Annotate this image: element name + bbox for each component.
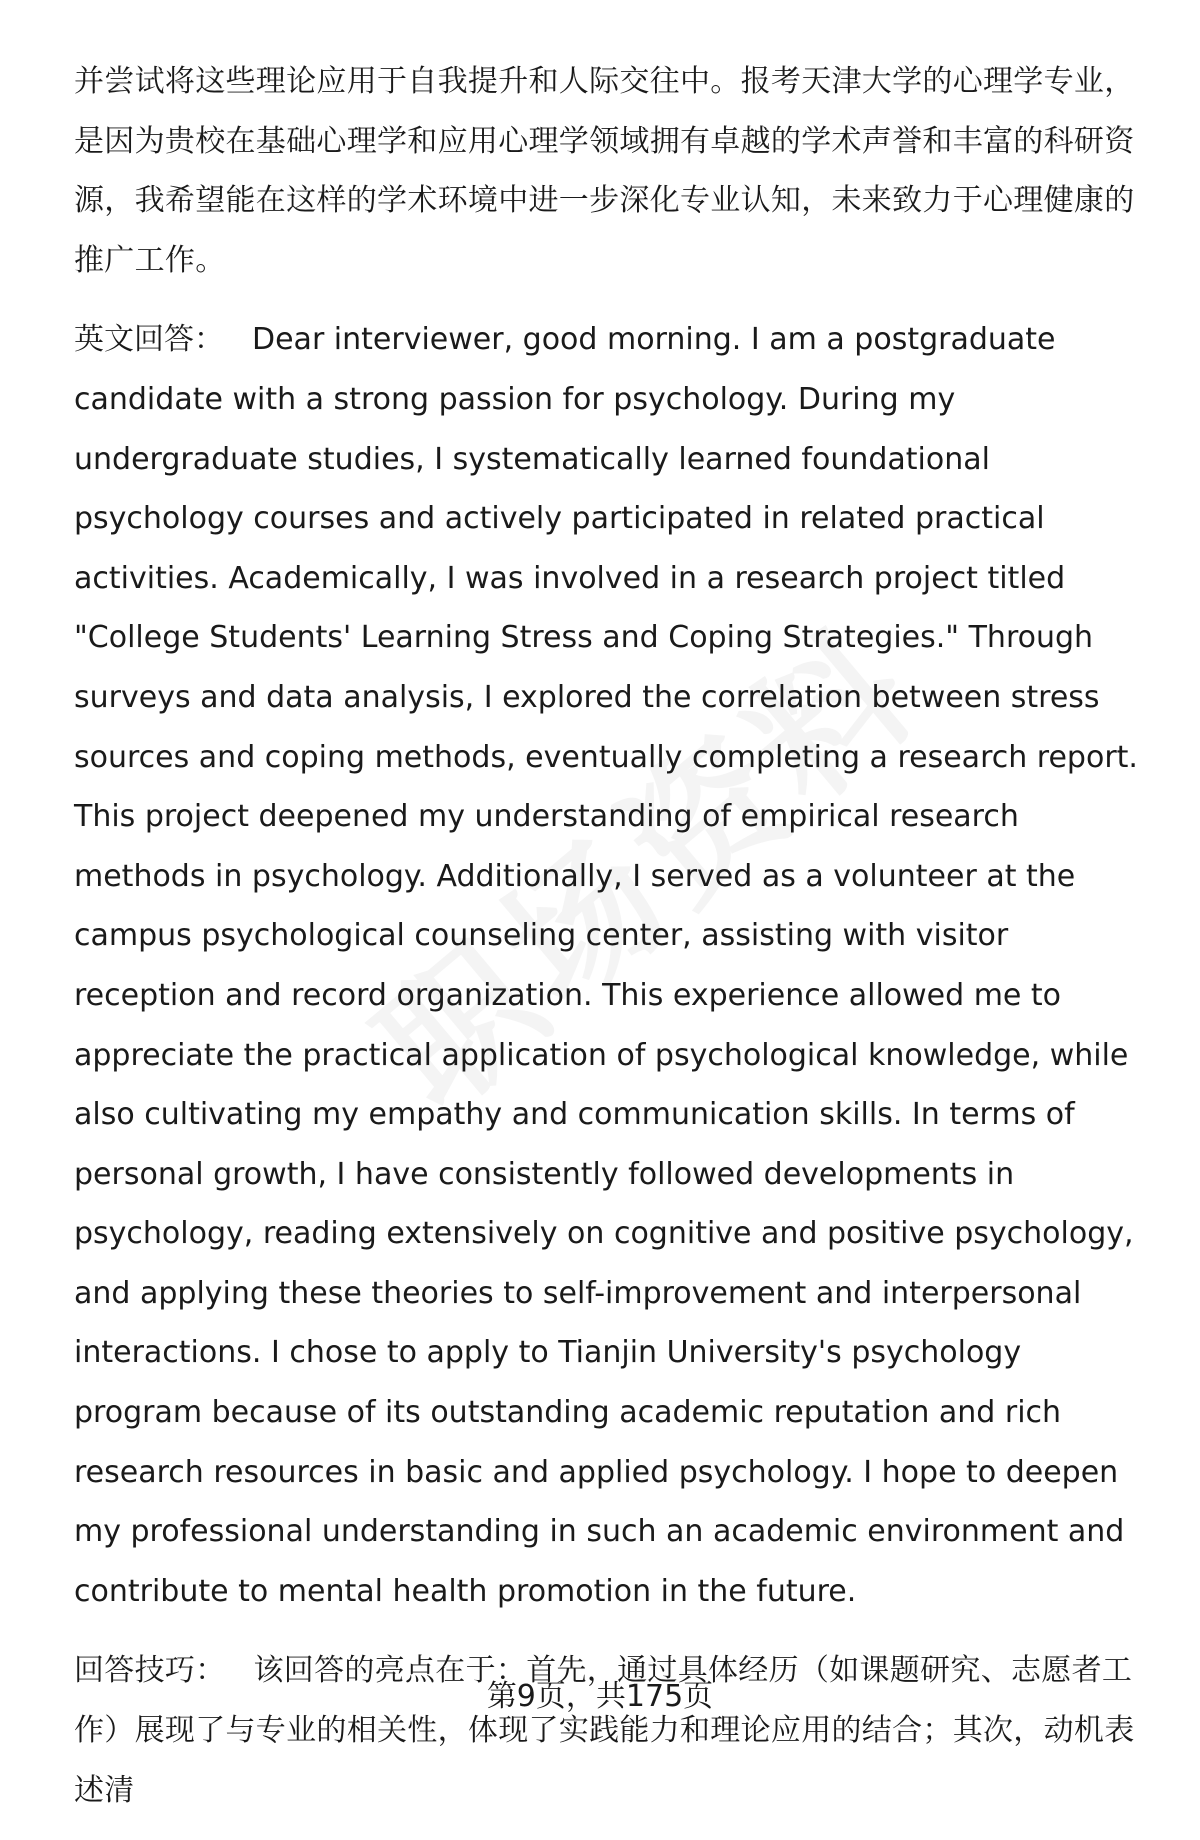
english-answer-label: 英文回答： [74, 322, 224, 358]
english-answer-text: Dear interviewer, good morning. I am a postgraduate candidate with a strong passion for psychology. During my undergraduate studies, I systematically learned foundational psychology courses and actively participated in related practical activities. Academically, I was involved in a research project titled "College Students' Learning Stress and Coping Strategies." Through surveys and data analysis, I explored the correlation between stress sources and coping methods, eventually completing a research report. This project deepened my understanding of empirical research methods in psychology. Additionally, I served as a volunteer at the campus psychological counseling center, assisting with visitor reception and record organization. This experience allowed me to appreciate the practical application of psychological knowledge, while also cultivating my empathy and communication skills. In terms of personal growth, I have consistently followed developments in psychology, reading extensively on cognitive and positive psychology, and applying these theories to self-improvement and interpersonal interactions. I chose to apply to Tianjin University's psychology program because of its outstanding academic reputation and rich research resources in basic and applied psychology. I hope to deepen my professional understanding in such an academic environment and contribute to mental health promotion in the future. [74, 322, 1138, 1609]
intro-paragraph [74, 52, 1154, 290]
english-answer-paragraph [74, 310, 1154, 1621]
answer-tips-paragraph [74, 1641, 1154, 1820]
page-number: 第9页，共175页 [486, 1679, 714, 1714]
intro-paragraph-text: 并尝试将这些理论应用于自我提升和人际交往中。报考天津大学的心理学专业，是因为贵校在基础心理学和应用心理学领域拥有卓越的学术声誉和丰富的科研资源，我希望能在这样的学术环境中进一步深化专业认知，未来致力于心理健康的推广工作。 [74, 64, 1135, 278]
answer-tips-label: 回答技巧： [74, 1653, 226, 1689]
page-content [74, 52, 1154, 1840]
answer-tips-text: 该回答的亮点在于：首先，通过具体经历（如课题研究、志愿者工作）展现了与专业的相关性，体现了实践能力和理论应用的结合；其次，动机表述清 [74, 1653, 1135, 1808]
